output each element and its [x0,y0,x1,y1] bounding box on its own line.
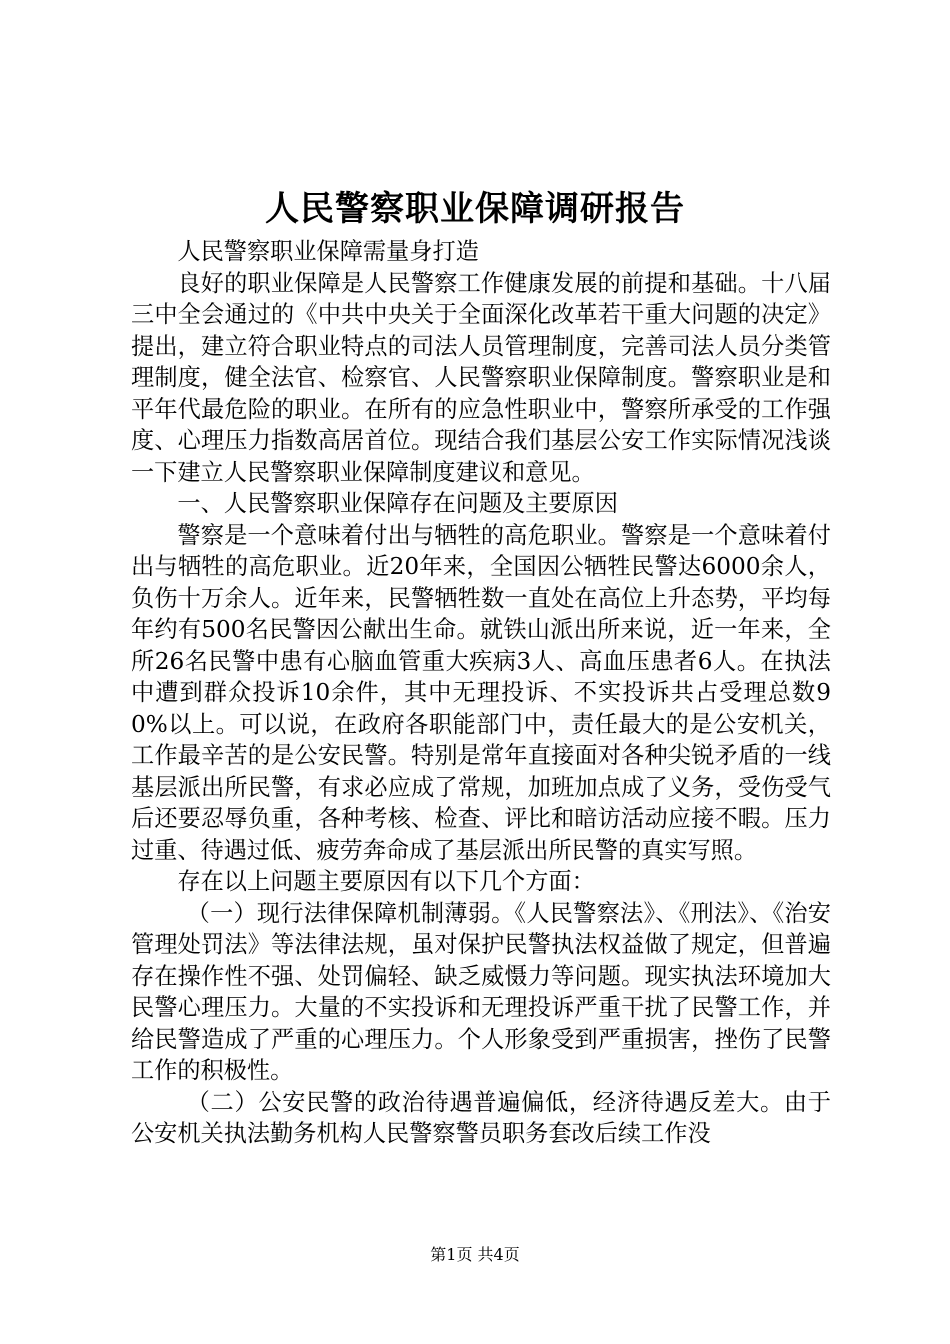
body-paragraph: 存在以上问题主要原因有以下几个方面： [177,868,595,895]
body-paragraph: 良好的职业保障是人民警察工作健康发展的前提和基础。十八届三中全会通过的《中共中央关于全面深化改革若干重大问题的决定》提出，建立符合职业特点的司法人员管理制度，完善司法人员分类管理制度，健全法官、检察官、人民警察职业保障制度。警察职业是和平年代最危险的职业。在所有的应急性职业中，警察所承受的工作强度、心理压力指数高居首位。现结合我们基层公安工作实际情况浅谈一下建立人民警察职业保障制度建议和意见。 [131,269,831,486]
body-paragraph: （二）公安民警的政治待遇普遍偏低，经济待遇反差大。由于公安机关执法勤务机构人民警察警员职务套改后续工作没 [131,1088,831,1147]
document-body [131,236,831,1150]
body-paragraph: （一）现行法律保障机制薄弱。《人民警察法》、《刑法》、《治安管理处罚法》等法律法规，虽对保护民警执法权益做了规定，但普遍存在操作性不强、处罚偏轻、缺乏威慑力等问题。现实执法环境加大民警心理压力。大量的不实投诉和无理投诉严重干扰了民警工作，并给民警造成了严重的心理压力。个人形象受到严重损害，挫伤了民警工作的积极性。 [131,899,831,1084]
document-title: 人民警察职业保障调研报告 [265,189,685,229]
subtitle-paragraph: 人民警察职业保障需量身打造 [177,238,479,265]
body-paragraph: 警察是一个意味着付出与牺牲的高危职业。警察是一个意味着付出与牺牲的高危职业。近20年来，全国因公牺牲民警达6000余人，负伤十万余人。近年来，民警牺牲数一直处在高位上升态势，平均每年约有500名民警因公献出生命。就铁山派出所来说，近一年来，全所26名民警中患有心脑血管重大疾病3人、高血压患者6人。在执法中遭到群众投诉10余件，其中无理投诉、不实投诉共占受理总数90%以上。可以说，在政府各职能部门中，责任最大的是公安机关，工作最辛苦的是公安民警。特别是常年直接面对各种尖锐矛盾的一线基层派出所民警，有求必应成了常规，加班加点成了义务，受伤受气后还要忍辱负重，各种考核、检查、评比和暗访活动应接不暇。压力过重、待遇过低、疲劳奔命成了基层派出所民警的真实写照。 [131,521,831,864]
section-heading: 一、人民警察职业保障存在问题及主要原因 [177,490,618,517]
page-footer: 第1页 共4页 [430,1245,520,1264]
